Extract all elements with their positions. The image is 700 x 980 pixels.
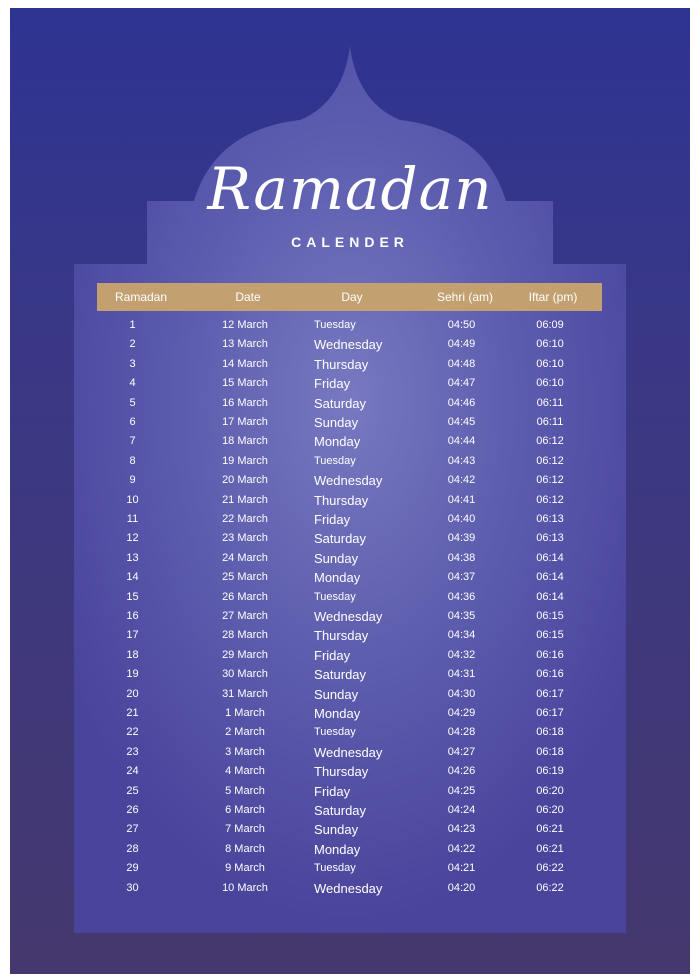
row-day: Friday — [314, 376, 351, 392]
table-row — [10, 685, 690, 704]
row-number: 13 — [126, 551, 139, 564]
row-iftar-time: 06:16 — [536, 668, 564, 681]
row-date: 30 March — [222, 668, 268, 681]
row-day: Sunday — [314, 822, 359, 838]
table-row — [10, 743, 690, 762]
row-sehri-time: 04:46 — [447, 396, 476, 409]
row-sehri-time: 04:40 — [447, 513, 476, 525]
row-day: Thursday — [314, 628, 369, 644]
table-row — [10, 801, 690, 820]
table-row — [10, 529, 690, 548]
table-row — [10, 491, 690, 510]
row-number: 5 — [129, 396, 136, 409]
row-day: Tuesday — [314, 590, 356, 603]
row-day: Sunday — [314, 686, 359, 702]
row-sehri-time: 04:25 — [447, 784, 476, 797]
row-day: Monday — [314, 434, 361, 450]
row-date: 10 March — [222, 881, 268, 894]
row-day: Tuesday — [314, 319, 356, 331]
row-sehri-time: 04:29 — [447, 707, 476, 719]
row-sehri-time: 04:26 — [447, 765, 476, 778]
row-iftar-time: 06:20 — [536, 804, 564, 816]
table-row — [10, 607, 690, 626]
row-number: 29 — [126, 862, 139, 875]
row-day: Saturday — [314, 395, 367, 411]
row-day: Thursday — [314, 764, 369, 780]
table-row — [10, 374, 690, 393]
row-date: 27 March — [222, 610, 268, 622]
row-day: Saturday — [314, 803, 367, 818]
row-day: Wednesday — [314, 880, 383, 896]
row-iftar-time: 06:12 — [536, 435, 564, 448]
row-number: 15 — [126, 590, 139, 603]
row-date: 22 March — [222, 513, 268, 525]
row-date: 4 March — [225, 765, 265, 778]
row-number: 22 — [126, 726, 139, 739]
header-sehri: Sehri (am) — [436, 290, 493, 304]
row-date: 2 March — [225, 726, 265, 739]
row-number: 24 — [126, 765, 139, 778]
row-number: 14 — [126, 571, 139, 584]
row-number: 6 — [129, 416, 136, 428]
row-number: 8 — [129, 454, 136, 467]
row-sehri-time: 04:50 — [447, 319, 476, 331]
row-sehri-time: 04:27 — [447, 745, 476, 758]
row-date: 19 March — [222, 454, 268, 467]
table-row — [10, 335, 690, 354]
header-iftar: Iftar (pm) — [528, 290, 578, 304]
row-number: 20 — [126, 687, 139, 700]
row-day: Tuesday — [314, 726, 356, 739]
row-sehri-time: 04:34 — [447, 629, 476, 642]
row-number: 12 — [126, 532, 139, 545]
row-number: 9 — [129, 474, 136, 487]
row-date: 14 March — [222, 357, 268, 370]
row-date: 24 March — [222, 551, 268, 564]
table-row — [10, 704, 690, 723]
row-date: 12 March — [222, 319, 268, 331]
title-ramadan: Ramadan — [207, 155, 493, 223]
table-header — [97, 283, 602, 311]
table-row — [10, 626, 690, 645]
row-iftar-time: 06:14 — [536, 571, 564, 584]
row-iftar-time: 06:21 — [536, 842, 564, 855]
row-day: Monday — [314, 706, 361, 721]
row-sehri-time: 04:42 — [447, 474, 476, 487]
table-row — [10, 879, 690, 898]
row-iftar-time: 06:10 — [536, 377, 564, 390]
row-number: 10 — [126, 493, 139, 506]
row-day: Sunday — [314, 415, 359, 430]
row-sehri-time: 04:45 — [447, 416, 476, 428]
row-iftar-time: 06:10 — [536, 357, 564, 370]
row-day: Saturday — [314, 531, 367, 547]
table-row — [10, 859, 690, 878]
table-row — [10, 432, 690, 451]
row-sehri-time: 04:30 — [447, 687, 476, 700]
row-sehri-time: 04:32 — [447, 648, 476, 661]
row-date: 13 March — [222, 338, 268, 351]
row-sehri-time: 04:35 — [447, 610, 476, 622]
calendar-poster — [10, 8, 690, 974]
row-sehri-time: 04:31 — [447, 668, 476, 681]
row-number: 21 — [126, 707, 139, 719]
table-row — [10, 665, 690, 684]
row-date: 8 March — [225, 842, 265, 855]
row-sehri-time: 04:49 — [447, 338, 476, 351]
row-iftar-time: 06:17 — [536, 687, 564, 700]
row-iftar-time: 06:12 — [536, 474, 564, 487]
row-iftar-time: 06:13 — [536, 532, 564, 545]
row-number: 4 — [129, 377, 136, 390]
row-date: 28 March — [222, 629, 268, 642]
row-iftar-time: 06:22 — [536, 862, 564, 875]
row-number: 30 — [126, 881, 139, 894]
row-number: 28 — [126, 842, 139, 855]
title-calender: CALENDER — [291, 234, 409, 250]
row-date: 23 March — [222, 532, 268, 545]
row-number: 7 — [129, 435, 136, 448]
table-row — [10, 762, 690, 781]
table-row — [10, 394, 690, 413]
table-row — [10, 782, 690, 801]
row-date: 3 March — [225, 745, 265, 758]
table-row — [10, 568, 690, 587]
row-date: 1 March — [225, 707, 265, 719]
row-iftar-time: 06:11 — [536, 416, 564, 428]
row-day: Wednesday — [314, 744, 383, 760]
row-day: Friday — [314, 783, 351, 799]
row-iftar-time: 06:18 — [536, 726, 564, 739]
row-date: 17 March — [222, 416, 268, 428]
row-day: Thursday — [314, 356, 369, 372]
table-row — [10, 840, 690, 859]
row-number: 17 — [126, 629, 139, 642]
row-iftar-time: 06:14 — [536, 590, 564, 603]
row-day: Friday — [314, 647, 351, 663]
row-iftar-time: 06:10 — [536, 338, 564, 351]
header-ramadan: Ramadan — [114, 290, 168, 304]
row-sehri-time: 04:48 — [447, 357, 476, 370]
row-number: 25 — [126, 784, 139, 797]
row-number: 1 — [129, 319, 136, 331]
row-number: 19 — [126, 668, 139, 681]
table-row — [10, 646, 690, 665]
header-day: Day — [341, 290, 363, 304]
row-iftar-time: 06:11 — [536, 396, 564, 409]
row-day: Thursday — [314, 492, 369, 508]
row-day: Wednesday — [314, 609, 383, 624]
row-iftar-time: 06:09 — [536, 319, 564, 331]
table-row — [10, 588, 690, 607]
row-iftar-time: 06:20 — [536, 784, 564, 797]
row-date: 6 March — [225, 804, 265, 816]
table-row — [10, 452, 690, 471]
table-row — [10, 355, 690, 374]
row-date: 16 March — [222, 396, 268, 409]
row-sehri-time: 04:44 — [447, 435, 476, 448]
row-iftar-time: 06:22 — [536, 881, 564, 894]
row-sehri-time: 04:20 — [447, 881, 476, 894]
row-iftar-time: 06:15 — [536, 610, 564, 622]
row-number: 11 — [126, 513, 139, 525]
row-number: 3 — [129, 357, 136, 370]
row-day: Tuesday — [314, 862, 356, 875]
row-day: Sunday — [314, 550, 359, 566]
row-sehri-time: 04:41 — [447, 493, 476, 506]
row-date: 25 March — [222, 571, 268, 584]
row-date: 5 March — [225, 784, 265, 797]
row-number: 23 — [126, 745, 139, 758]
row-day: Friday — [314, 512, 351, 527]
row-sehri-time: 04:37 — [447, 571, 476, 584]
row-sehri-time: 04:39 — [447, 532, 476, 545]
row-sehri-time: 04:22 — [447, 842, 476, 855]
row-date: 21 March — [222, 493, 268, 506]
row-iftar-time: 06:19 — [536, 765, 564, 778]
row-sehri-time: 04:36 — [447, 590, 476, 603]
table-row — [10, 820, 690, 839]
row-date: 31 March — [222, 687, 268, 700]
row-sehri-time: 04:23 — [447, 823, 476, 836]
row-sehri-time: 04:28 — [447, 726, 476, 739]
row-number: 16 — [126, 610, 139, 622]
row-number: 27 — [126, 823, 139, 836]
row-iftar-time: 06:16 — [536, 648, 564, 661]
row-sehri-time: 04:43 — [447, 454, 476, 467]
row-day: Wednesday — [314, 473, 383, 489]
row-iftar-time: 06:12 — [536, 493, 564, 506]
row-iftar-time: 06:12 — [536, 454, 564, 467]
row-sehri-time: 04:24 — [447, 804, 476, 816]
header-date: Date — [235, 290, 261, 304]
row-number: 18 — [126, 648, 139, 661]
row-date: 9 March — [225, 862, 265, 875]
row-iftar-time: 06:17 — [536, 707, 564, 719]
row-sehri-time: 04:21 — [447, 862, 476, 875]
row-day: Tuesday — [314, 454, 356, 467]
table-row — [10, 723, 690, 742]
row-iftar-time: 06:18 — [536, 745, 564, 758]
row-iftar-time: 06:21 — [536, 823, 564, 836]
row-iftar-time: 06:14 — [536, 551, 564, 564]
table-row — [10, 316, 690, 335]
table-row — [10, 549, 690, 568]
row-day: Wednesday — [314, 337, 383, 353]
row-day: Monday — [314, 570, 361, 586]
table-row — [10, 471, 690, 490]
row-date: 20 March — [222, 474, 268, 487]
row-number: 26 — [126, 804, 139, 816]
table-row — [10, 413, 690, 432]
row-sehri-time: 04:47 — [447, 377, 476, 390]
row-date: 18 March — [222, 435, 268, 448]
row-number: 2 — [129, 338, 136, 351]
row-date: 29 March — [222, 648, 268, 661]
row-date: 15 March — [222, 377, 268, 390]
row-iftar-time: 06:13 — [536, 513, 564, 525]
row-iftar-time: 06:15 — [536, 629, 564, 642]
table-row — [10, 510, 690, 529]
row-sehri-time: 04:38 — [447, 551, 476, 564]
row-day: Monday — [314, 841, 361, 857]
row-date: 7 March — [225, 823, 265, 836]
row-date: 26 March — [222, 590, 268, 603]
row-day: Saturday — [314, 667, 367, 683]
